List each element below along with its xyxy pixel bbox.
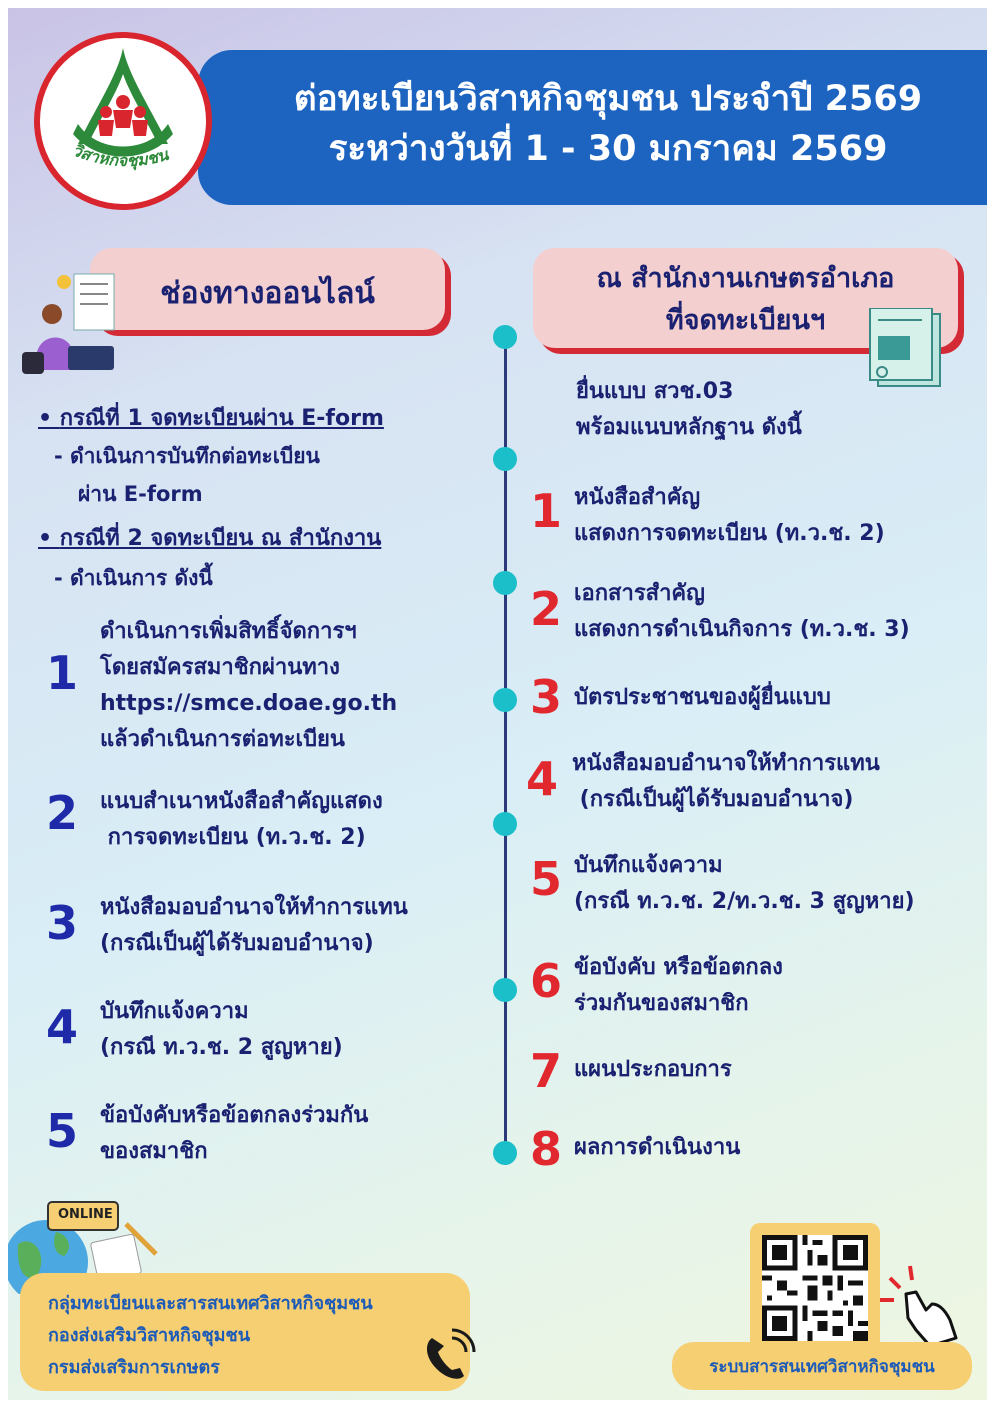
- online-item-2-number: 2: [46, 786, 79, 840]
- line: แสดงการจดทะเบียน (ท.ว.ช. 2): [574, 521, 885, 546]
- timeline-dot: [493, 688, 517, 712]
- line: การจดทะเบียน (ท.ว.ช. 2): [100, 825, 366, 850]
- line: ผลการดำเนินงาน: [574, 1135, 741, 1160]
- page-title: [238, 74, 978, 174]
- timeline-dot: [493, 325, 517, 349]
- qr-code-icon[interactable]: [762, 1235, 868, 1341]
- office-item-7: [574, 1052, 732, 1088]
- line: แผนประกอบการ: [574, 1057, 732, 1082]
- office-item-1-number: 1: [530, 484, 563, 538]
- case-1-detail-1: - ดำเนินการบันทึกต่อทะเบียน: [54, 444, 320, 468]
- case-2-title: กรณีที่ 2 จดทะเบียน ณ สำนักงาน: [59, 526, 382, 551]
- office-item-5-number: 5: [530, 852, 563, 906]
- line: ข้อบังคับ หรือข้อตกลง: [574, 955, 783, 980]
- case-2-detail: - ดำเนินการ ดังนี้: [54, 566, 213, 590]
- line: https://smce.doae.go.th: [100, 691, 398, 716]
- qr-caption: ระบบสารสนเทศวิสาหกิจชุมชน: [709, 1357, 935, 1377]
- person-laptop-icon: [22, 270, 122, 375]
- case-1-title: กรณีที่ 1 จดทะเบียนผ่าน E-form: [59, 406, 384, 431]
- office-intro-line-1: ยื่นแบบ สวช.03: [576, 379, 734, 404]
- line: แล้วดำเนินการต่อทะเบียน: [100, 727, 345, 752]
- online-item-5: [100, 1098, 368, 1170]
- online-item-3-number: 3: [46, 896, 79, 950]
- bullet-icon: •: [38, 406, 60, 431]
- line: บันทึกแจ้งความ: [574, 853, 723, 878]
- office-item-2-number: 2: [530, 582, 563, 636]
- line: ข้อบังคับหรือข้อตกลงร่วมกัน: [100, 1103, 369, 1128]
- case-2-row: [38, 520, 381, 555]
- hand-pointer-icon: [876, 1260, 976, 1350]
- office-item-3-number: 3: [530, 670, 563, 724]
- office-item-6-number: 6: [530, 954, 563, 1008]
- phone-icon: [418, 1328, 478, 1388]
- office-item-4: [572, 746, 880, 818]
- online-item-5-number: 5: [46, 1104, 79, 1158]
- office-item-8: [574, 1130, 740, 1166]
- office-item-6: [574, 950, 783, 1022]
- line: ของสมาชิก: [100, 1139, 208, 1164]
- poster: [8, 8, 987, 1400]
- online-item-1: [100, 614, 397, 758]
- case-1-row: [38, 400, 384, 435]
- footer-line-3: กรมส่งเสริมการเกษตร: [48, 1357, 220, 1378]
- online-heading: ช่องทางออนไลน์: [160, 276, 375, 311]
- footer-line-1: กลุ่มทะเบียนและสารสนเทศวิสาหกิจชุมชน: [48, 1293, 373, 1314]
- timeline-dot: [493, 571, 517, 595]
- timeline-dot: [493, 447, 517, 471]
- office-item-5: [574, 848, 915, 920]
- line: แนบสำเนาหนังสือสำคัญแสดง: [100, 789, 383, 814]
- line: โดยสมัครสมาชิกผ่านทาง: [100, 655, 340, 680]
- line: ดำเนินการเพิ่มสิทธิ์จัดการฯ: [100, 619, 357, 644]
- document-certificate-icon: [868, 308, 948, 388]
- timeline-dot: [493, 1141, 517, 1165]
- office-item-7-number: 7: [530, 1044, 563, 1098]
- footer-contact: [48, 1288, 373, 1384]
- office-intro: [576, 374, 802, 446]
- line: บัตรประชาชนของผู้ยื่นแบบ: [574, 685, 831, 710]
- office-item-3: [574, 680, 831, 716]
- line: (กรณี ท.ว.ช. 2/ท.ว.ช. 3 สูญหาย): [574, 889, 915, 914]
- title-line-1: ต่อทะเบียนวิสาหกิจชุมชน ประจำปี 2569: [293, 79, 923, 119]
- bullet-icon: •: [38, 526, 60, 551]
- line: ร่วมกันของสมาชิก: [574, 991, 749, 1016]
- office-item-4-number: 4: [526, 752, 559, 806]
- office-item-2: [574, 576, 910, 648]
- online-badge: ONLINE: [58, 1207, 113, 1222]
- line: บันทึกแจ้งความ: [100, 999, 249, 1024]
- timeline-dot: [493, 978, 517, 1002]
- line: (กรณี ท.ว.ช. 2 สูญหาย): [100, 1035, 343, 1060]
- case-1-detail-2: ผ่าน E-form: [78, 482, 203, 506]
- title-line-2: ระหว่างวันที่ 1 - 30 มกราคม 2569: [328, 129, 888, 169]
- line: แสดงการดำเนินกิจการ (ท.ว.ช. 3): [574, 617, 910, 642]
- footer-line-2: กองส่งเสริมวิสาหกิจชุมชน: [48, 1325, 251, 1346]
- line: หนังสือมอบอำนาจให้ทำการแทน: [572, 751, 880, 776]
- logo-caption-arc: [52, 142, 202, 172]
- office-heading-line-1: ณ สำนักงานเกษตรอำเภอ: [596, 263, 895, 294]
- online-item-4: [100, 994, 343, 1066]
- svg-text:วิสาหกิจชุมชน: วิสาหกิจชุมชน: [69, 142, 171, 171]
- office-intro-line-2: พร้อมแนบหลักฐาน ดังนี้: [576, 415, 802, 440]
- online-item-3: [100, 890, 408, 962]
- line: (กรณีเป็นผู้ได้รับมอบอำนาจ): [100, 931, 374, 956]
- line: เอกสารสำคัญ: [574, 581, 705, 606]
- online-item-4-number: 4: [46, 1000, 79, 1054]
- timeline-dot: [493, 812, 517, 836]
- line: (กรณีเป็นผู้ได้รับมอบอำนาจ): [572, 787, 854, 812]
- online-item-2: [100, 784, 383, 856]
- online-item-1-number: 1: [46, 646, 79, 700]
- office-item-1: [574, 480, 885, 552]
- office-heading-line-2: ที่จดทะเบียนฯ: [665, 305, 826, 336]
- line: หนังสือสำคัญ: [574, 485, 701, 510]
- office-item-8-number: 8: [530, 1122, 563, 1176]
- line: หนังสือมอบอำนาจให้ทำการแทน: [100, 895, 408, 920]
